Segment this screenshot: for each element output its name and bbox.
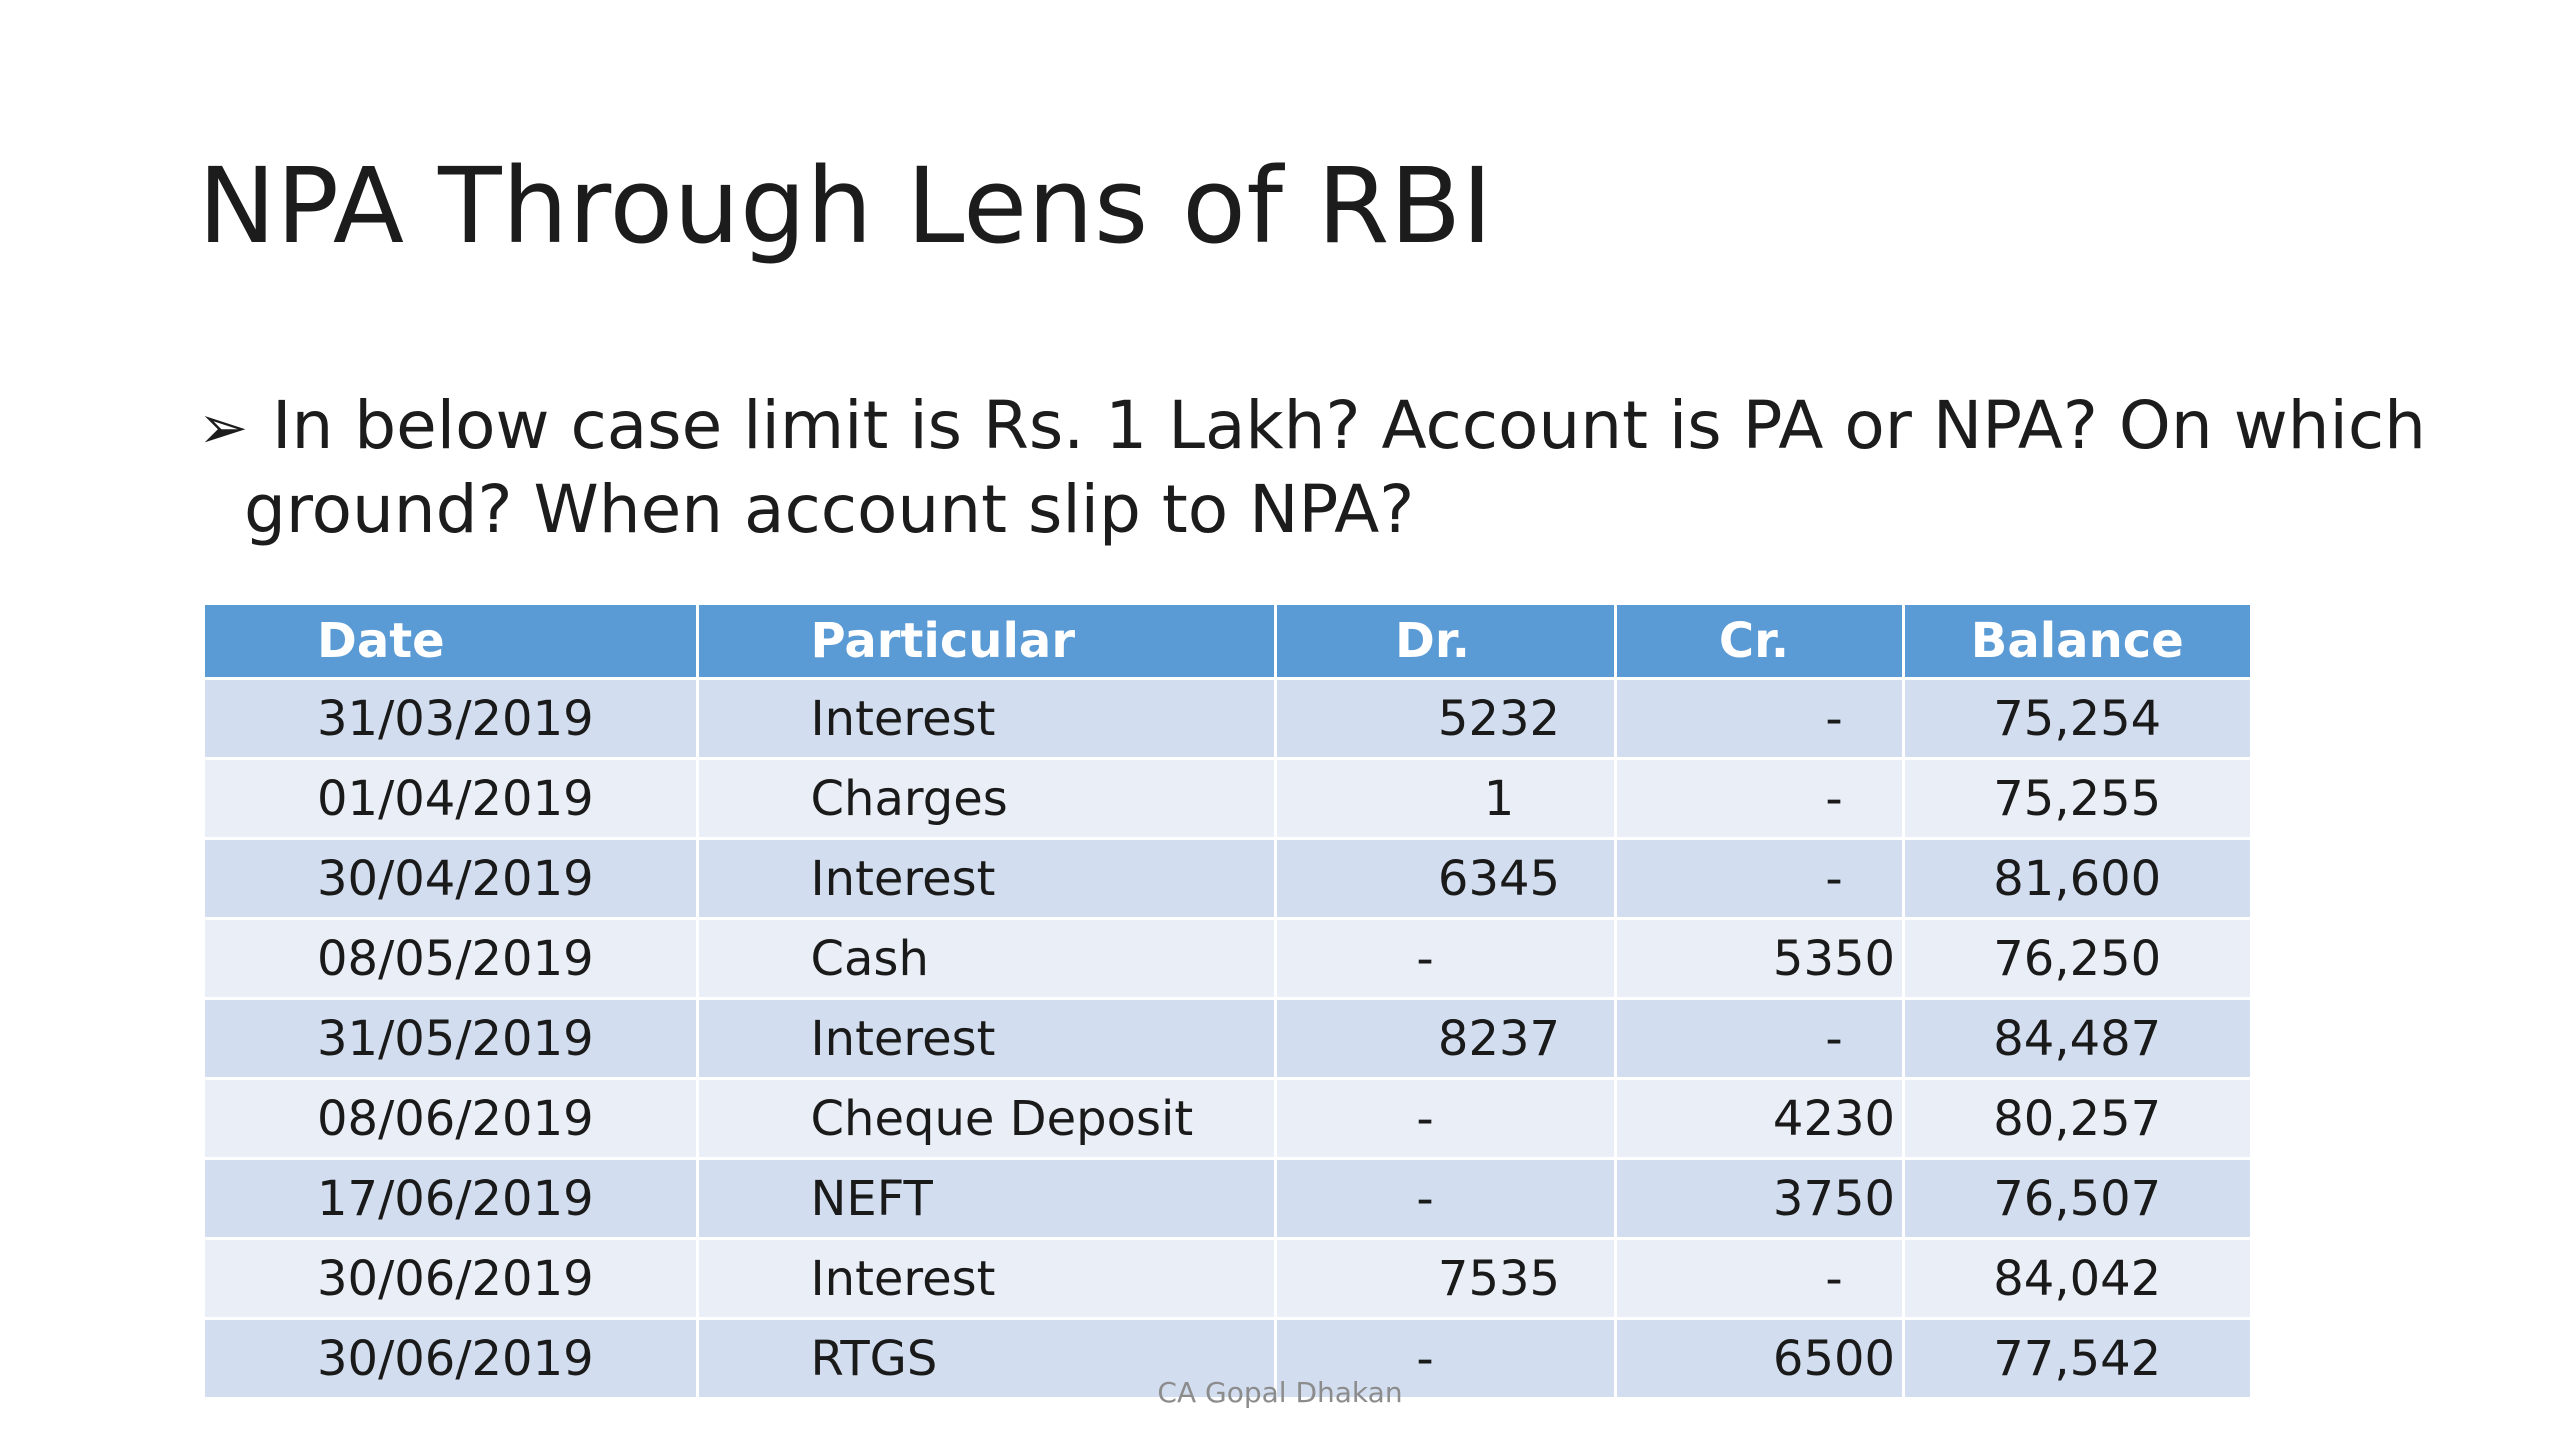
cell-credit: - — [1615, 839, 1903, 919]
cell-date: 31/05/2019 — [205, 999, 697, 1079]
cell-debit: 8237 — [1275, 999, 1615, 1079]
slide-title: NPA Through Lens of RBI — [198, 145, 1493, 267]
cell-date: 08/05/2019 — [205, 919, 697, 999]
cell-debit: 6345 — [1275, 839, 1615, 919]
cell-debit: 1 — [1275, 759, 1615, 839]
cell-particular: Charges — [697, 759, 1275, 839]
cell-balance: 76,250 — [1903, 919, 2250, 999]
cell-credit: - — [1615, 999, 1903, 1079]
cell-debit: - — [1275, 1159, 1615, 1239]
cell-particular: Cheque Deposit — [697, 1079, 1275, 1159]
ledger-table — [205, 605, 2250, 1400]
bullet-text — [198, 385, 2426, 551]
cell-credit: - — [1615, 1239, 1903, 1319]
cell-balance: 75,255 — [1903, 759, 2250, 839]
table-row — [205, 839, 2250, 919]
header-balance: Balance — [1903, 605, 2250, 679]
table-row — [205, 999, 2250, 1079]
bullet-line-2: ground? When account slip to NPA? — [244, 471, 1415, 548]
cell-balance: 84,487 — [1903, 999, 2250, 1079]
table-row — [205, 679, 2250, 759]
table-row — [205, 1079, 2250, 1159]
cell-balance: 80,257 — [1903, 1079, 2250, 1159]
cell-particular: Interest — [697, 999, 1275, 1079]
cell-particular: RTGS — [697, 1319, 1275, 1399]
table-row — [205, 759, 2250, 839]
header-particular: Particular — [697, 605, 1275, 679]
cell-debit: 5232 — [1275, 679, 1615, 759]
cell-date: 31/03/2019 — [205, 679, 697, 759]
table-header-row — [205, 605, 2250, 679]
arrow-bullet-icon: ➢ — [198, 393, 249, 463]
cell-date: 30/06/2019 — [205, 1239, 697, 1319]
cell-date: 01/04/2019 — [205, 759, 697, 839]
cell-credit: - — [1615, 759, 1903, 839]
bullet-line-1: In below case limit is Rs. 1 Lakh? Account is PA or NPA? On which — [272, 387, 2426, 464]
cell-date: 30/04/2019 — [205, 839, 697, 919]
table-row — [205, 1159, 2250, 1239]
header-date: Date — [205, 605, 697, 679]
cell-date: 08/06/2019 — [205, 1079, 697, 1159]
cell-date: 30/06/2019 — [205, 1319, 697, 1399]
cell-credit: 6500 — [1615, 1319, 1903, 1399]
cell-credit: 3750 — [1615, 1159, 1903, 1239]
header-debit: Dr. — [1275, 605, 1615, 679]
cell-credit: - — [1615, 679, 1903, 759]
footer-author: CA Gopal Dhakan — [1157, 1376, 1403, 1409]
cell-credit: 5350 — [1615, 919, 1903, 999]
cell-particular: Interest — [697, 839, 1275, 919]
cell-balance: 81,600 — [1903, 839, 2250, 919]
cell-debit: - — [1275, 1319, 1615, 1399]
cell-debit: 7535 — [1275, 1239, 1615, 1319]
cell-balance: 84,042 — [1903, 1239, 2250, 1319]
cell-balance: 75,254 — [1903, 679, 2250, 759]
cell-particular: Interest — [697, 679, 1275, 759]
cell-balance: 76,507 — [1903, 1159, 2250, 1239]
cell-credit: 4230 — [1615, 1079, 1903, 1159]
cell-particular: Interest — [697, 1239, 1275, 1319]
cell-particular: NEFT — [697, 1159, 1275, 1239]
cell-balance: 77,542 — [1903, 1319, 2250, 1399]
cell-particular: Cash — [697, 919, 1275, 999]
table-row — [205, 919, 2250, 999]
cell-date: 17/06/2019 — [205, 1159, 697, 1239]
cell-debit: - — [1275, 1079, 1615, 1159]
cell-debit: - — [1275, 919, 1615, 999]
header-credit: Cr. — [1615, 605, 1903, 679]
table-row — [205, 1239, 2250, 1319]
